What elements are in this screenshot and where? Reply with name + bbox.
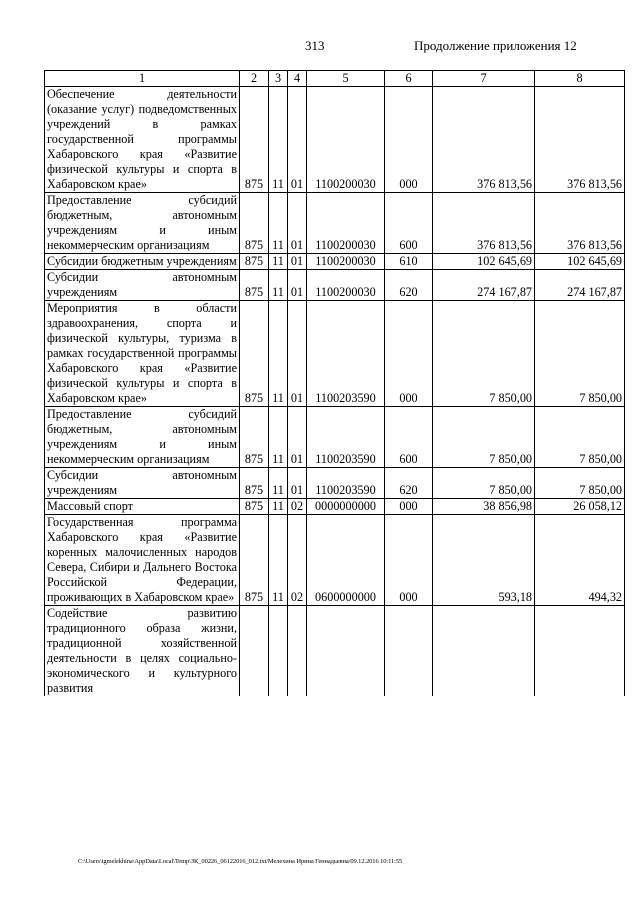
header-cell: 5 <box>307 71 385 87</box>
cell-subsection: 01 <box>288 301 307 407</box>
cell-section: 11 <box>269 270 288 301</box>
cell-subsection: 01 <box>288 270 307 301</box>
header-cell: 8 <box>535 71 625 87</box>
cell-section <box>269 606 288 697</box>
cell-expense-type: 600 <box>385 407 433 468</box>
cell-target-code: 0600000000 <box>307 515 385 606</box>
cell-section: 11 <box>269 468 288 499</box>
table-row <box>45 407 625 468</box>
cell-target-code: 1100203590 <box>307 407 385 468</box>
cell-amount-1 <box>433 606 535 697</box>
cell-expense-type: 000 <box>385 301 433 407</box>
cell-target-code: 1100200030 <box>307 87 385 193</box>
cell-expense-type: 000 <box>385 499 433 515</box>
header-cell: 7 <box>433 71 535 87</box>
cell-subsection: 02 <box>288 499 307 515</box>
cell-subsection: 01 <box>288 254 307 270</box>
cell-amount-2: 376 813,56 <box>535 193 625 254</box>
table-row <box>45 270 625 301</box>
cell-ministry <box>240 606 269 697</box>
cell-amount-2 <box>535 606 625 697</box>
cell-subsection: 01 <box>288 407 307 468</box>
cell-amount-2: 494,32 <box>535 515 625 606</box>
cell-amount-1: 38 856,98 <box>433 499 535 515</box>
cell-ministry: 875 <box>240 407 269 468</box>
cell-section: 11 <box>269 193 288 254</box>
table-row <box>45 499 625 515</box>
cell-ministry: 875 <box>240 499 269 515</box>
table-row <box>45 301 625 407</box>
cell-subsection: 01 <box>288 193 307 254</box>
header-cell: 6 <box>385 71 433 87</box>
table-row <box>45 468 625 499</box>
cell-ministry: 875 <box>240 468 269 499</box>
cell-ministry: 875 <box>240 193 269 254</box>
row-name: Содействие развитию традиционного образа жизни, традиционной хозяйственной деятельности в целях социально-экономического и культурного развития <box>45 606 240 697</box>
cell-ministry: 875 <box>240 270 269 301</box>
header-cell: 1 <box>45 71 240 87</box>
header-cell: 4 <box>288 71 307 87</box>
cell-subsection <box>288 606 307 697</box>
table-row <box>45 515 625 606</box>
budget-table <box>44 70 625 696</box>
table-row <box>45 193 625 254</box>
cell-ministry: 875 <box>240 254 269 270</box>
cell-ministry: 875 <box>240 301 269 407</box>
cell-amount-2: 102 645,69 <box>535 254 625 270</box>
header-cell: 2 <box>240 71 269 87</box>
cell-amount-1: 7 850,00 <box>433 468 535 499</box>
cell-ministry: 875 <box>240 87 269 193</box>
cell-target-code: 1100203590 <box>307 468 385 499</box>
cell-target-code: 1100203590 <box>307 301 385 407</box>
table-row <box>45 254 625 270</box>
file-path-footer: C:\Users\igmelekhina\AppData\Local\Temp\ЗК_00226_06122016_012.txt/Мелехина Ирина Геннадьевна/09.12.2016 10:11:55 <box>78 858 403 865</box>
cell-amount-1: 7 850,00 <box>433 301 535 407</box>
cell-amount-2: 7 850,00 <box>535 407 625 468</box>
cell-expense-type: 000 <box>385 515 433 606</box>
page-number: 313 <box>305 38 325 53</box>
cell-amount-2: 376 813,56 <box>535 87 625 193</box>
cell-amount-2: 7 850,00 <box>535 301 625 407</box>
cell-amount-1: 7 850,00 <box>433 407 535 468</box>
row-name: Обеспечение деятельности (оказание услуг) подведомственных учреждений в рамках государственной программы Хабаровского края «Развитие физической культуры и спорта в Хабаровском крае» <box>45 87 240 193</box>
cell-target-code: 1100200030 <box>307 270 385 301</box>
cell-amount-1: 102 645,69 <box>433 254 535 270</box>
cell-amount-1: 593,18 <box>433 515 535 606</box>
row-name: Субсидии автономным учреждениям <box>45 468 240 499</box>
cell-expense-type <box>385 606 433 697</box>
cell-subsection: 01 <box>288 87 307 193</box>
cell-section: 11 <box>269 301 288 407</box>
cell-amount-2: 274 167,87 <box>535 270 625 301</box>
cell-amount-2: 26 058,12 <box>535 499 625 515</box>
cell-subsection: 02 <box>288 515 307 606</box>
cell-expense-type: 620 <box>385 270 433 301</box>
table-header-row <box>45 71 625 87</box>
row-name: Предоставление субсидий бюджетным, автономным учреждениям и иным некоммерческим организациям <box>45 407 240 468</box>
cell-amount-2: 7 850,00 <box>535 468 625 499</box>
row-name: Предоставление субсидий бюджетным, автономным учреждениям и иным некоммерческим организациям <box>45 193 240 254</box>
table-row <box>45 87 625 193</box>
row-name: Государственная программа Хабаровского края «Развитие коренных малочисленных народов Севера, Сибири и Дальнего Востока Российской Федерации, проживающих в Хабаровском крае» <box>45 515 240 606</box>
cell-expense-type: 000 <box>385 87 433 193</box>
continuation-title: Продолжение приложения 12 <box>414 38 577 53</box>
cell-subsection: 01 <box>288 468 307 499</box>
cell-target-code <box>307 606 385 697</box>
cell-expense-type: 620 <box>385 468 433 499</box>
cell-section: 11 <box>269 254 288 270</box>
row-name: Субсидии бюджетным учреждениям <box>45 254 240 270</box>
cell-amount-1: 376 813,56 <box>433 87 535 193</box>
cell-amount-1: 274 167,87 <box>433 270 535 301</box>
row-name: Массовый спорт <box>45 499 240 515</box>
row-name: Субсидии автономным учреждениям <box>45 270 240 301</box>
cell-section: 11 <box>269 515 288 606</box>
header-cell: 3 <box>269 71 288 87</box>
cell-amount-1: 376 813,56 <box>433 193 535 254</box>
cell-target-code: 1100200030 <box>307 254 385 270</box>
table-row <box>45 606 625 697</box>
cell-section: 11 <box>269 87 288 193</box>
cell-ministry: 875 <box>240 515 269 606</box>
cell-section: 11 <box>269 407 288 468</box>
cell-target-code: 1100200030 <box>307 193 385 254</box>
cell-expense-type: 600 <box>385 193 433 254</box>
cell-expense-type: 610 <box>385 254 433 270</box>
row-name: Мероприятия в области здравоохранения, спорта и физической культуры, туризма в рамках государственной программы Хабаровского края «Развитие физической культуры и спорта в Хабаровском крае» <box>45 301 240 407</box>
cell-section: 11 <box>269 499 288 515</box>
cell-target-code: 0000000000 <box>307 499 385 515</box>
